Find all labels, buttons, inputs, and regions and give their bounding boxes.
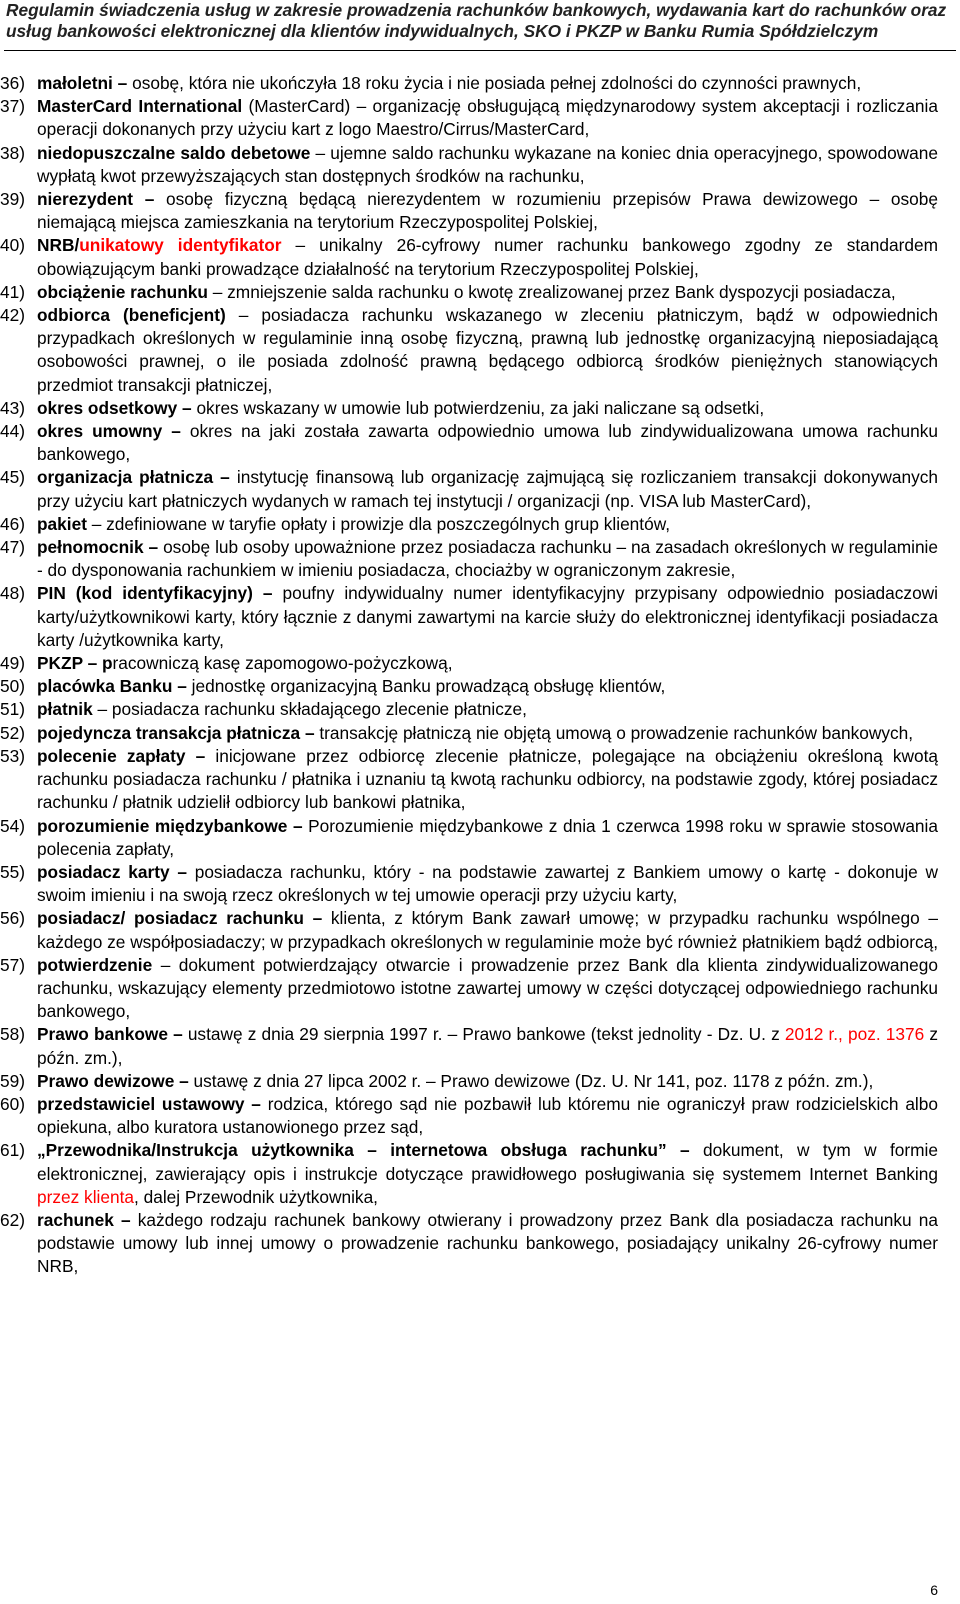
definition-number: 49) [0,653,25,674]
definition-number: 62) [0,1209,25,1230]
definition-term-highlight: unikatowy identyfikator [79,235,282,256]
definition-term: pojedyncza transakcja płatnicza – [37,722,315,743]
definition-text-highlight: 2012 r., poz. 1376 [784,1024,925,1045]
definition-number: 53) [0,745,25,766]
definition-number: 40) [0,235,25,256]
definition-item [0,954,960,1024]
definition-item [0,397,960,420]
definition-text: osobę, która nie ukończyła 18 roku życia i nie posiada pełnej zdolności do czynności prawnych, [127,73,862,93]
definition-number: 59) [0,1070,25,1091]
definition-text: – posiadacza rachunku składającego zlecenie płatnicze, [92,699,527,720]
definition-term: posiadacz/ posiadacz rachunku – [37,908,323,929]
definition-item [0,1209,960,1279]
definition-number: 60) [0,1093,25,1114]
definition-number: 57) [0,954,25,975]
definition-item [0,722,960,745]
definition-item [0,745,960,815]
definition-text: inicjowane przez odbiorcę zlecenie płatnicze, polegające na obciążeniu określoną kwotą rachunku posiadacza rachunku / płatnika i uznaniu tą kwotą rachunku odbiorcy, na podstawie zgody, której posiadacz rachunku / płatnik udzielił odbiorcy lub bankowi płatnika, [37,745,938,813]
definition-term: PIN (kod identyfikacyjny) – [37,583,273,604]
definition-number: 38) [0,142,25,163]
definition-number: 36) [0,73,25,93]
definition-number: 44) [0,421,25,442]
header-divider [4,50,956,51]
definition-term: okres odsetkowy – [37,397,192,418]
definition-item [0,420,960,466]
definition-term: organizacja płatnicza – [37,467,230,488]
definition-term: posiadacz karty – [37,861,187,882]
definition-text: transakcję płatniczą nie objętą umową o prowadzenie rachunków bankowych, [314,722,914,743]
definition-term: pełnomocnik – [37,537,159,558]
definition-text: osobę lub osoby upoważnione przez posiadacza rachunku – na zasadach określonych w regulaminie - do dysponowania rachunkiem w imieniu posiadacza, chociażby w ograniczonym zakresie, [37,537,939,581]
definition-item [0,1139,960,1209]
definition-number: 39) [0,189,25,210]
definition-item [0,304,960,397]
definition-text: osobę fizyczną będącą nierezydentem w rozumieniu przepisów Prawa dewizowego – osobę niemającą miejsca zamieszkania na terytorium Rzeczypospolitej Polskiej, [37,189,938,233]
document-header [6,0,954,42]
definition-number: 41) [0,281,25,302]
definition-number: 52) [0,722,25,743]
definition-item [0,698,960,721]
definition-term: MasterCard International [37,96,243,117]
definition-item [0,281,960,304]
definition-term: przedstawiciel ustawowy – [37,1093,261,1114]
definition-item [0,1093,960,1139]
definition-item [0,675,960,698]
definition-item [0,815,960,861]
definition-text: rodzica, którego sąd nie pozbawił lub któremu nie ograniczył praw rodzicielskich albo opiekuna, albo kuratora ustanowionego przez sąd, [37,1093,938,1138]
definition-item [0,513,960,536]
definition-number: 37) [0,96,25,117]
definition-term: porozumienie międzybankowe – [37,815,303,836]
definition-term: PKZP – p [37,653,113,674]
definition-text: – zdefiniowane w taryfie opłaty i prowizje dla poszczególnych grup klientów, [86,513,671,534]
definition-number: 55) [0,861,25,882]
definition-text: – unikalny 26-cyfrowy numer rachunku bankowego zgodny ze standardem obowiązującym banki prowadzące działalność na terytorium Rzeczypospolitej Polskiej, [37,235,938,279]
definition-item [0,188,960,234]
header-line-1: Regulamin świadczenia usług w zakresie prowadzenia rachunków bankowych, wydawania kart do rachunków oraz [6,0,947,20]
definition-number: 48) [0,583,25,604]
definition-text: – zmniejszenie salda rachunku o kwotę zrealizowanej przez Bank dyspozycji posiadacza, [207,281,896,302]
definition-term: okres umowny – [37,421,181,442]
definition-term: rachunek – [37,1209,131,1230]
definition-item [0,466,960,512]
definition-term: Prawo bankowe – [37,1024,183,1045]
definition-term: potwierdzenie [37,954,153,975]
definition-term: pakiet [37,513,87,534]
definitions-list [0,72,960,1279]
definition-text: jednostkę organizacyjną Banku prowadzącą obsługę klientów, [186,676,666,697]
definition-text: – ujemne saldo rachunku wykazane na koniec dnia operacyjnego, spowodowane wypłatą kwot przewyższających stan dostępnych środków na rachunku, [37,142,938,186]
definition-item [0,1023,960,1069]
definition-number: 47) [0,537,25,558]
definition-term: niedopuszczalne saldo debetowe [37,142,311,163]
definition-item [0,72,960,95]
definition-term: NRB/ [37,235,80,256]
definition-term: Prawo dewizowe – [37,1070,189,1091]
definition-number: 54) [0,815,25,836]
definition-text: klienta, z którym Bank zawarł umowę; w przypadku rachunku wspólnego – każdego ze współposiadaczy; w przypadkach określonych w regulaminie może być również płatnikiem bądź odbiorcą, [37,908,938,952]
definition-text-highlight: przez klienta [37,1186,135,1207]
definition-text: (MasterCard) – organizację obsługującą międzynarodowy system akceptacji i rozliczania operacji dokonanych przy użyciu kart z logo Maestro/Cirrus/MasterCard, [37,96,938,140]
definition-number: 56) [0,908,25,929]
definition-item [0,95,960,141]
definition-text: – posiadacza rachunku wskazanego w zleceniu płatniczym, bądź w odpowiednich przypadkach określonych w regulaminie inną osobę fizyczną, prawną lub jednostkę organizacyjną nieposiadającą osobowości prawnej, o ile posiada zdolność prawną będącego odbiorcą środków pieniężnych stanowiących przedmiot transakcji płatniczej, [37,305,938,395]
definition-number: 42) [0,305,25,326]
definition-term: „Przewodnika/Instrukcja użytkownika – internetowa obsługa rachunku” – [37,1140,690,1161]
definition-number: 51) [0,699,25,720]
definition-number: 61) [0,1140,25,1161]
definition-term: placówka Banku – [37,676,187,697]
definition-text: – dokument potwierdzający otwarcie i prowadzenie przez Bank dla klienta zindywidualizowanego rachunku, wskazujący elementy przedmiotowo istotne zawartej umowy w części dotyczącej odpowiedniego rachunku bankowego, [37,954,938,1022]
definition-text: racowniczą kasę zapomogowo-pożyczkową, [112,653,453,674]
definition-term: odbiorca (beneficjent) [37,305,226,326]
definition-text: instytucję finansową lub organizację zajmującą się rozliczaniem transakcji dokonywanych przy użyciu kart płatniczych wydanych w ramach tej instytucji / organizacji (np. VISA lub MasterCard), [37,467,938,511]
definition-item [0,907,960,953]
definition-text: okres na jaki została zawarta odpowiednio umowa lub zindywidualizowana umowa rachunku bankowego, [37,421,939,465]
definition-text-continued: z późn. zm.), [37,1024,938,1068]
definition-item [0,652,960,675]
definition-item [0,582,960,652]
definition-term: płatnik [37,699,93,720]
definition-term: obciążenie rachunku [37,281,208,302]
definition-item [0,142,960,188]
definition-text-continued: , dalej Przewodnik użytkownika, [134,1186,378,1207]
page-number: 6 [930,1582,938,1598]
definition-term: nierezydent – [37,189,155,210]
definition-number: 50) [0,676,25,697]
definition-number: 43) [0,397,25,418]
definition-text: Porozumienie międzybankowe z dnia 1 czerwca 1998 roku w sprawie stosowania polecenia zapłaty, [37,815,938,859]
definition-text: dokument, w tym w formie elektronicznej, zawierający opis i instrukcje dotyczące prawidłowego posługiwania się systemem Internet Banking [37,1140,938,1184]
definition-item [0,861,960,907]
definition-text: okres wskazany w umowie lub potwierdzeniu, za jaki naliczane są odsetki, [191,397,765,418]
definition-text: poufny indywidualny numer identyfikacyjny przypisany odpowiednio posiadaczowi karty/użytkownikowi karty, który łącznie z danymi zawartymi na karcie służy do elektronicznej identyfikacji posiadacza karty /użytkownika karty, [37,583,938,650]
definition-item [0,234,960,280]
header-line-2: usług bankowości elektronicznej dla klientów indywidualnych, SKO i PKZP w Banku Rumia Spółdzielczym [6,21,879,41]
definition-item [0,536,960,582]
definition-number: 45) [0,467,25,488]
definition-term: polecenie zapłaty – [37,745,206,766]
definition-number: 58) [0,1024,25,1045]
definition-item [0,1070,960,1093]
definition-text: każdego rodzaju rachunek bankowy otwierany i prowadzony przez Bank dla posiadacza rachunku na podstawie umowy lub innej umowy o prowadzenie rachunku bankowego, posiadający unikalny 26-cyfrowy numer NRB, [37,1209,938,1277]
definition-text: ustawę z dnia 29 sierpnia 1997 r. – Prawo bankowe (tekst jednolity - Dz. U. z [182,1024,785,1045]
definition-text: ustawę z dnia 27 lipca 2002 r. – Prawo dewizowe (Dz. U. Nr 141, poz. 1178 z późn. zm.), [188,1070,874,1091]
definition-text: posiadacza rachunku, który - na podstawie zawartej z Bankiem umowy o kartę - dokonuje w swoim imieniu i na swoją rzecz określonych w tej umowie operacji przy użyciu karty, [37,861,938,906]
definition-number: 46) [0,513,25,534]
definition-term: małoletni – [37,73,128,93]
